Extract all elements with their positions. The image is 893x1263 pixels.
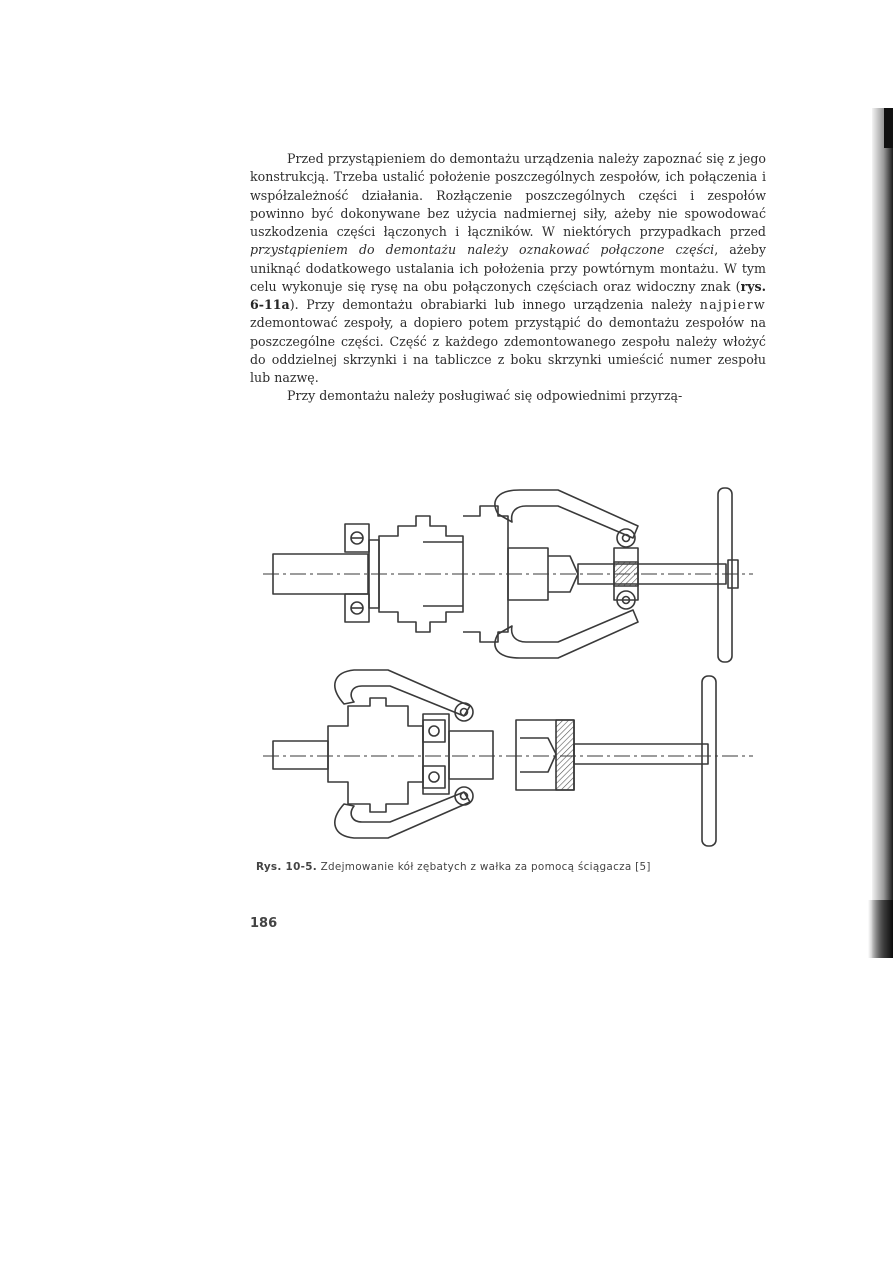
paragraph-2: Przy demontażu należy posługiwać się odpowiednimi przyrzą- (287, 388, 683, 404)
body-text (250, 150, 766, 406)
figure-caption (256, 861, 756, 873)
figure-reference: rys. 6-11a (250, 278, 766, 312)
scan-edge-dark-top (884, 108, 893, 148)
top-assembly (263, 488, 753, 662)
paragraph-1-intro: Przed przystąpieniem do demontażu urządzenia należy zapoznać się z jego konstrukcją. Trzeba ustalić położenie poszczególnych zespołów, ich połączenia i współzależność działania. Rozłączenie poszczególnych części i zespołów powinno być dokonywane bez użycia nadmiernej siły, ażeby nie spowodować uszkodzenia części łączonych i łączników. W niektórych przypadkach przed (250, 151, 766, 239)
scan-edge-shadow (872, 108, 893, 958)
bottom-assembly (263, 670, 753, 846)
figure-caption-label: Rys. 10-5. (256, 861, 318, 873)
gear-puller-figure (258, 476, 758, 856)
figure-caption-text: Zdejmowanie kół zębatych z wałka za pomocą ściągacza [5] (317, 861, 651, 873)
scan-edge-dark-bottom (868, 900, 893, 958)
paragraph-1-mid: , ażeby uniknąć dodatkowego ustalania ich położenia przy powtórnym montażu. W tym celu wykonuje się rysę na obu połączonych częściach oraz widoczny znak ( (250, 242, 766, 294)
page-number: 186 (250, 916, 278, 931)
paragraph-1-emphasis: najpierw (699, 297, 766, 312)
paragraph-1-tail: ). Przy demontażu obrabiarki lub innego urządzenia należy (289, 297, 700, 312)
paragraph-1 (250, 150, 766, 387)
paragraph-1-end: zdemontować zespoły, a dopiero potem przystąpić do demontażu zespołów na poszczególne części. Część z każdego zdemontowanego zespołu należy włożyć do oddzielnej skrzynki i na tabliczce z boku skrzynki umieścić numer zespołu lub nazwę. (250, 315, 766, 385)
paragraph-1-italic: przystąpieniem do demontażu należy oznakować połączone części (250, 242, 715, 258)
gear-puller-drawing (258, 476, 758, 856)
